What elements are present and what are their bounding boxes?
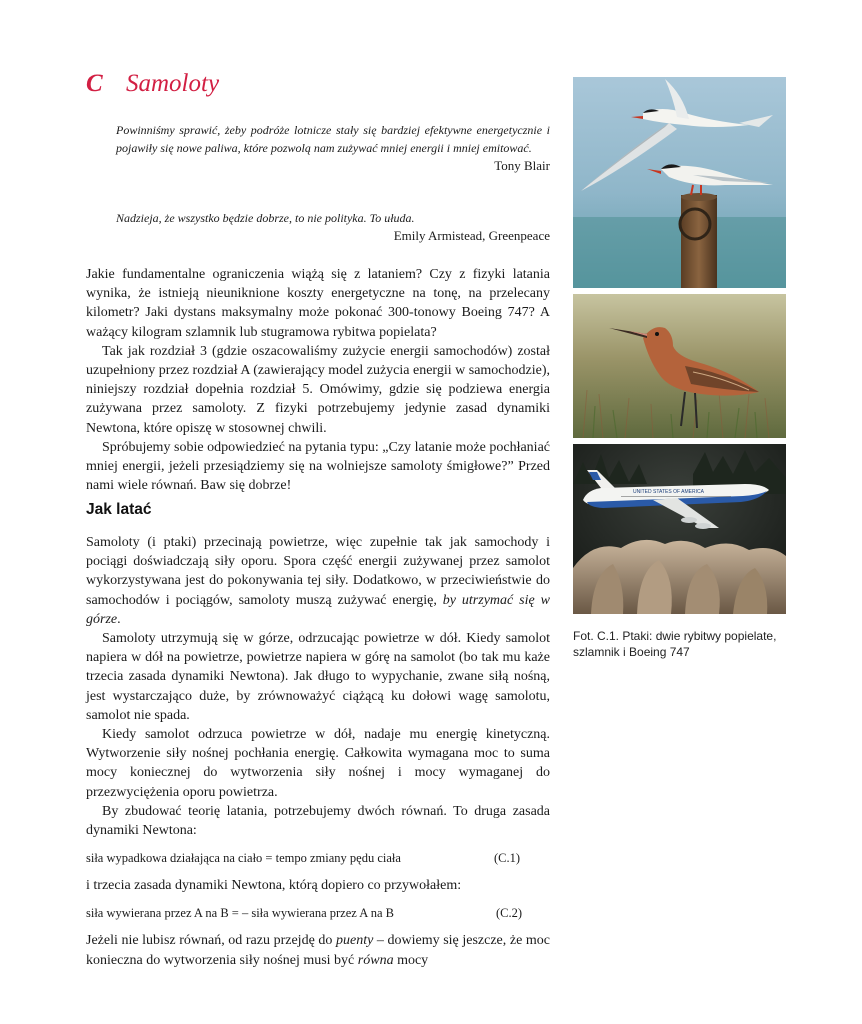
equation-number: (C.1) xyxy=(493,851,520,866)
figure-caption: Fot. C.1. Ptaki: dwie rybitwy popielate, szlamnik i Boeing 747 xyxy=(573,629,777,659)
equation-c2 xyxy=(86,905,550,921)
equation-text: siła wywierana przez A na B = – siła wywierana przez A na B xyxy=(86,906,394,921)
godwit-photo-image xyxy=(573,294,786,438)
intro-text xyxy=(86,265,550,495)
equation-text: siła wypadkowa działająca na ciało = tempo zmiany pędu ciała xyxy=(86,851,401,866)
paragraph: i trzecia zasada dynamiki Newtona, którą dopiero co przywołałem: xyxy=(86,878,462,894)
text-run: Jeżeli nie lubisz równań, od razu przejdę do xyxy=(86,933,336,949)
equation-c1 xyxy=(86,850,550,866)
paragraph: By zbudować teorię latania, potrzebujemy dwóch równań. To druga zasada dynamiki Newtona: xyxy=(86,803,550,839)
text-run: mocy xyxy=(393,952,429,968)
text-run: Samoloty (i ptaki) przecinają powietrze, więc zupełnie tak jak samochody i pociągi doświadczają siły oporu. Spora część energii zużywanej przez samolot wykorzystywana jest do pokonywania tej siły. Dodatkowo, w przeciwieństwie do samochodów i pociągów, samoloty muszą zużywać energię, xyxy=(86,535,550,608)
boeing-photo xyxy=(573,444,786,614)
boeing-photo-image xyxy=(573,444,786,614)
chapter-title: Samoloty xyxy=(126,70,220,97)
text-run: – dowiemy się jeszcze, że moc konieczna do wytworzenia siły nośnej musi być xyxy=(86,933,551,968)
paragraph: Spróbujemy sobie odpowiedzieć na pytania typu: „Czy latanie może pochłaniać mniej energii, jeżeli przesiądziemy się na wolniejsze samoloty śmigłowe?” Przed nami wiele równań. Baw się dobrze! xyxy=(86,439,550,494)
chapter-letter: C xyxy=(86,70,103,97)
paragraph: Jakie fundamentalne ograniczenia wiążą się z lataniem? Czy z fizyki latania wynika, że istnieją nieuniknione koszty energetyczne na tonę, na przelecany kilometr? Jaki dystans maksymalny może pokonać 300-tonowy Boeing 747? A ważący kilogram szlamnik lub stugramowa rybitwa popielata? xyxy=(86,267,550,340)
plane-livery-text: UNITED STATES OF AMERICA xyxy=(633,489,704,495)
epigraph-quote xyxy=(116,121,550,174)
quote-author: Emily Armistead, Greenpeace xyxy=(393,228,550,243)
section-body xyxy=(86,533,550,970)
section-title: Jak latać xyxy=(86,501,152,518)
tern-photo-image xyxy=(573,77,786,288)
equation-number: (C.2) xyxy=(495,906,522,921)
emphasis: równa xyxy=(357,952,394,968)
paragraph: Samoloty utrzymują się w górze, odrzucając powietrze w dół. Kiedy samolot napiera w dół na powietrze, powietrze napiera w górę na samolot (bo tak mu każe trzecia zasada dynamiki Newtona). Jak długo to wypychanie, zwane siłą nośną, jest wystarczająco duże, by zrównoważyć ciążącą ku dołowi wagę samolotu, samolot nie spada. xyxy=(86,631,550,723)
text-run: . xyxy=(117,611,121,627)
tern-photo xyxy=(573,77,786,288)
paragraph: Tak jak rozdział 3 (gdzie oszacowaliśmy zużycie energii samochodów) został uzupełniony przez rozdział A (zawierający model zużycia energii w samochodzie), niniejszy rozdział dopełnia rozdział 5. Omówimy, gdzie się podziewa energia zużywana przez samoloty. Z fizyki potrzebujemy jedynie zasad dynamiki Newtona, które opiszę w stosownej chwili. xyxy=(86,343,550,436)
chapter-heading xyxy=(86,70,219,98)
paragraph xyxy=(86,931,550,969)
quote-text: Nadzieja, że wszystko będzie dobrze, to nie polityka. To ułuda. xyxy=(116,211,415,225)
godwit-photo xyxy=(573,294,786,438)
emphasis: by utrzymać się w górze xyxy=(86,592,550,627)
emphasis: puenty xyxy=(335,933,374,949)
epigraph-quote xyxy=(116,209,550,244)
paragraph: Kiedy samolot odrzuca powietrze w dół, nadaje mu energię kinetyczną. Wytworzenie siły nośnej pochłania energię. Całkowita wymagana moc to suma mocy koniecznej do wytworzenia siły nośnej i mocy wymaganej do przezwyciężenia oporu powietrza. xyxy=(86,727,550,800)
quote-author: Tony Blair xyxy=(494,158,550,173)
paragraph xyxy=(86,533,550,629)
quote-text: Powinniśmy sprawić, żeby podróże lotnicze stały się bardziej efektywne energetycznie i pojawiły się nowe paliwa, które pozwolą nam zużywać mniej energii i mniej emitować. xyxy=(116,123,550,155)
